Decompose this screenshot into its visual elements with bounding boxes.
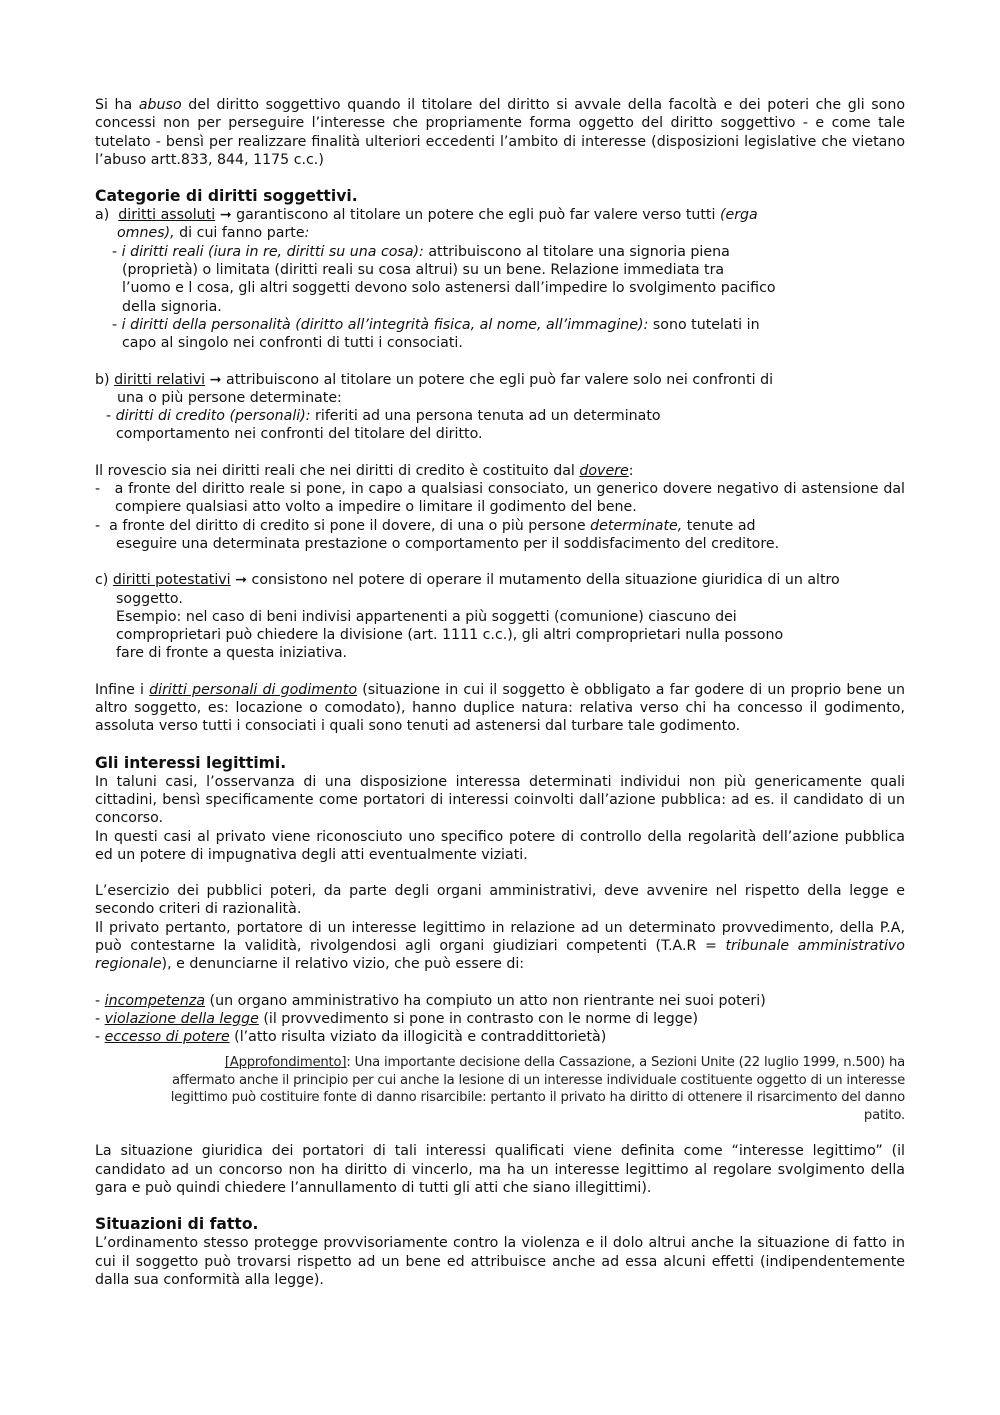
term-diritti-personali-godimento: diritti personali di godimento — [149, 681, 358, 698]
interessi-p2: In questi casi al privato viene riconosciuto uno specifico potere di controllo della regolarità dell’azione pubblica ed un potere di impugnativa degli atti eventualmente viziati. — [95, 828, 905, 863]
term-eccesso-potere: eccesso di potere — [104, 1029, 230, 1046]
term-violazione-legge: violazione della legge — [104, 1010, 259, 1027]
list-item-vizio: - violazione della legge (il provvedimento si pone in contrasto con le norme di legge) — [95, 1010, 699, 1027]
term-diritti-potestativi: diritti potestativi — [112, 572, 231, 589]
note-tag: [Approfondimento] — [224, 1055, 347, 1071]
sub-item-personalita: - i diritti della personalità (diritto all’integrità fisica, al nome, all’immagine): sono tutelati in — [112, 316, 760, 333]
sub-item-reali: - i diritti reali (iura in re, diritti su una cosa): attribuiscono al titolare una signoria piena — [112, 243, 730, 260]
heading-categorie: Categorie di diritti soggettivi. — [95, 187, 358, 206]
list-item: - a fronte del diritto di credito si pone il dovere, di una o più persone determinate, tenute ad — [95, 517, 756, 534]
term-diritti-credito: diritti di credito (personali): — [115, 408, 311, 425]
term-abuso: abuso — [138, 97, 182, 113]
item-c-line: c) diritti potestativi ➞ consistono nel potere di operare il mutamento della situazione giuridica di un altro — [95, 572, 840, 589]
arrow-icon: ➞ — [235, 572, 248, 589]
document-page: Si ha abuso del diritto soggettivo quando il titolare del diritto si avvale della facoltà e dei poteri che gli sono concessi non per perseguire l’interesse che propriamente forma oggetto del diritto soggettivo - e come tale tutelato - bensì per realizzare finalità ulteriori eccedenti l’ambito di interesse (disposizioni legislative che vietano l’abuso artt.833, 844, 1175 c.c.) Categorie di diritti soggettivi. a) diritti assoluti ➞ garantiscono al titolare un potere che egli può far valere verso tutti (erga omnes), di cui fanno parte: - i diritti reali (iura in re, diritti su una cosa): attribuiscono al titolare una signoria piena (proprietà) o limitata (diritti reali su cosa altrui) su un bene. Relazione immediata tra l’uomo e l cosa, gli altri soggetti devono solo astenersi dall’impedire lo svolgimento pacifico della signoria. - i diritti della personalità (diritto all’integrità fisica, al nome, all’immagine): sono tutelati in capo al singolo nei confronti di tutti i consociati. b) diritti relativi ➞ attribuiscono al titolare un potere che egli può far valere solo nei confronti di una o più persone determinate: - diritti di credito (personali): riferiti ad una persona tenuta ad un determinato comportamento nei confronti del titolare del diritto. Il rovescio sia nei diritti reali che nei diritti di credito è costituito dal dovere: - a fronte del diritto reale si pone, in capo a qualsiasi consociato, un generico dovere negativo di astensione dal compiere qualsiasi atto volto a impedire o limitare il godimento del bene. - a fronte del diritto di credito si pone il dovere, di una o più persone determinate, tenute ad eseguire una determinata prestazione o comportamento per il soddisfacimento del creditore. c) diritti potestativi ➞ consistono nel potere di operare il mutamento della situazione giuridica di un altro soggetto. Esempio: nel caso di beni indivisi appartenenti a più soggetti (comunione) ciascuno dei comproprietari può chiedere la divisione (art. 1111 c.c.), gli altri comproprietari nulla possono fare di fronte a questa iniziativa. Infine i diritti personali di godimento (situazione in cui il soggetto è obbligato a far godere di un proprio bene un altro soggetto, es: locazione o comodato), hanno duplice natura: relativa verso chi ha concesso il godimento, assoluta verso tutti i consociati i quali sono tenuti ad astenersi dal turbare tale godimento. Gli interessi legittimi. In taluni casi, l’osservanza di una disposizione interessa determinati individui non più genericamente quali cittadini, bensì specificamente come portatori di interessi coinvolti dall’azione pubblica: ad es. il candidato di un concorso. In questi casi al privato viene riconosciuto uno specifico potere di controllo della regolarità dell’azione pubblica ed un potere di impugnativa degli atti eventualmente viziati. L’esercizio dei pubblici poteri, da parte degli organi amministrativi, deve avvenire nel rispetto della legge e secondo criteri di razionalità. Il privato pertanto, portatore di un interesse legittimo in relazione ad un determinato provvedimento, della P.A, può contestarne la validità, rivolgendosi agli organi giudiziari competenti (T.A.R = tribunale amministrativo regionale), e denunciarne il relativo vizio, che può essere di: - incompetenza (un organo amministrativo ha compiuto un atto non rientrante nei suoi poteri) - violazione della legge (il provvedimento si pone in contrasto con le norme di legge) - eccesso di potere (l’atto risulta viziato da illogicità e contraddittorietà) [Approfondimento]: Una importante decisione della Cassazione, a Sezioni Unite (22 luglio 1999, n.500) ha affermato anche il principio per cui anche la lesione di un interesse individuale costituente oggetto di un interesse legittimo può costituire fonte di danno risarcibile: pertanto il privato ha diritto di ottenere il risarcimento del danno patito. La situazione giuridica dei portatori di tali interessi qualificati viene definita come “interesse legittimo” (il candidato ad un concorso non ha diritto di vincerlo, ma ha un interesse legittimo al regolare svolgimento della gara e può quindi chiedere l’annullamento di tutti gli atti che siano illegittimi). Situazioni di fatto. L’ordinamento stesso protegge provvisoriamente contro la violenza e il dolo altrui anche la situazione di fatto in cui il soggetto può trovarsi rispetto ad un bene ed attribuisce anche ad essa alcuni effetti (indipendentemente dalla sua conformità alla legge). — [95, 97, 905, 1288]
term-incompetenza: incompetenza — [104, 992, 206, 1009]
sub-item-credito: - diritti di credito (personali): riferiti ad una persona tenuta ad un determinato — [106, 408, 661, 425]
term-diritti-reali: i diritti reali (iura in re, diritti su una cosa): — [121, 243, 424, 260]
example-line: Esempio: nel caso di beni indivisi appartenenti a più soggetti (comunione) ciascuno dei — [116, 608, 737, 625]
term-diritti-personalita: i diritti della personalità (diritto all’integrità fisica, al nome, all’immagine): — [121, 316, 649, 333]
heading-interessi: Gli interessi legittimi. — [95, 753, 287, 772]
rovescio-paragraph: Il rovescio sia nei diritti reali che nei diritti di credito è costituito dal dovere: — [95, 462, 634, 479]
list-item-vizio: - incompetenza (un organo amministrativo ha compiuto un atto non rientrante nei suoi poteri) — [95, 992, 766, 1009]
list-item: - a fronte del diritto reale si pone, in capo a qualsiasi consociato, un generico dovere negativo di astensione dal compiere qualsiasi atto volto a impedire o limitare il godimento del bene. — [95, 481, 905, 516]
interessi-p3: L’esercizio dei pubblici poteri, da parte degli organi amministrativi, deve avvenire nel rispetto della legge e secondo criteri di razionalità. — [95, 883, 905, 918]
fatto-p1: L’ordinamento stesso protegge provvisoriamente contro la violenza e il dolo altrui anche la situazione di fatto in cui il soggetto può trovarsi rispetto ad un bene ed attribuisce anche ad essa alcuni effetti (indipendentemente dalla sua conformità alla legge). — [95, 1235, 905, 1288]
interessi-p5: La situazione giuridica dei portatori di tali interessi qualificati viene definita come “interesse legittimo” (il candidato ad un concorso non ha diritto di vincerlo, ma ha un interesse legittimo al regolare svolgimento della gara e può quindi chiedere l’annullamento di tutti gli atti che siano illegittimi). — [95, 1143, 905, 1197]
interessi-p4: Il privato pertanto, portatore di un interesse legittimo in relazione ad un determinato provvedimento, della P.A, può contestarne la validità, rivolgendosi agli organi giudiziari competenti (T.A.R = tribunale amministrativo regionale), e denunciarne il relativo vizio, che può essere di: — [95, 919, 905, 973]
arrow-icon: ➞ — [209, 371, 222, 388]
item-a-line: a) diritti assoluti ➞ garantiscono al titolare un potere che egli può far valere verso tutti (erga — [95, 207, 758, 224]
intro-text: Si ha — [95, 97, 139, 113]
intro-paragraph — [95, 96, 905, 169]
item-a-line2: omnes), di cui fanno parte: — [117, 225, 310, 242]
arrow-icon: ➞ — [219, 207, 232, 224]
intro-text-rest: del diritto soggettivo quando il titolare del diritto si avvale della facoltà e dei poteri che gli sono concessi non per perseguire l’interesse che propriamente forma oggetto del diritto soggettivo - e come tale tutelato - bensì per realizzare finalità ulteriori eccedenti l’ambito di interesse (disposizioni legislative che vietano l’abuso artt.833, 844, 1175 c.c.) — [95, 97, 905, 168]
term-dovere: dovere — [579, 462, 629, 479]
interessi-p1: In taluni casi, l’osservanza di una disposizione interessa determinati individui non più genericamente quali cittadini, bensì specificamente come portatori di interessi coinvolti dall’azione pubblica: ad es. il candidato di un concorso. — [95, 773, 905, 827]
list-item-vizio: - eccesso di potere (l’atto risulta viziato da illogicità e contraddittorietà) — [95, 1029, 607, 1046]
item-b-line: b) diritti relativi ➞ attribuiscono al titolare un potere che egli può far valere solo nei confronti di — [95, 371, 774, 388]
term-diritti-relativi: diritti relativi — [114, 371, 206, 388]
heading-fatto: Situazioni di fatto. — [95, 1215, 259, 1234]
infine-paragraph: Infine i diritti personali di godimento (situazione in cui il soggetto è obbligato a far godere di un proprio bene un altro soggetto, es: locazione o comodato), hanno duplice natura: relativa verso chi ha concesso il godimento, assoluta verso tutti i consociati i quali sono tenuti ad astenersi dal turbare tale godimento. — [95, 681, 905, 735]
term-diritti-assoluti: diritti assoluti — [118, 207, 216, 224]
approfondimento-note: [Approfondimento]: Una importante decisione della Cassazione, a Sezioni Unite (22 luglio 1999, n.500) ha affermato anche il principio per cui anche la lesione di un interesse individuale costituente oggetto di un interesse legittimo può costituire fonte di danno risarcibile: pertanto il privato ha diritto di ottenere il risarcimento del danno patito. — [170, 1055, 905, 1123]
